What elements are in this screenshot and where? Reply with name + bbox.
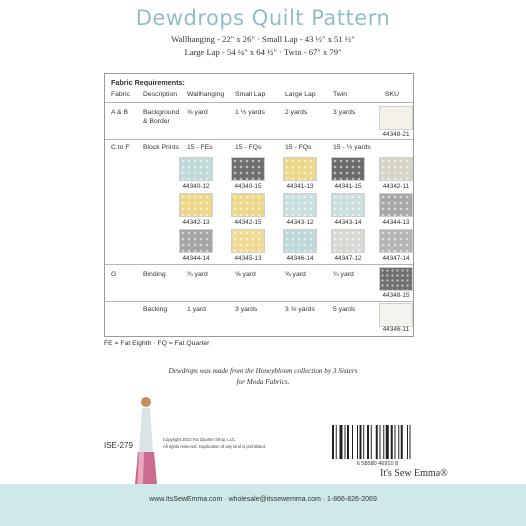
fabric-swatch [283, 193, 317, 217]
fabric-sku: 44343-12 [286, 219, 314, 226]
fabric-sku: 44346-14 [286, 255, 314, 262]
row-cf-wall: 15 - FEs [187, 144, 213, 151]
fabric-sku: 44345-13 [234, 255, 262, 262]
fabric-swatch-backing [379, 303, 413, 327]
fabric-sku: 44342-11 [382, 183, 410, 190]
fabric-swatch [331, 193, 365, 217]
row-ab-wall: ⅝ yard [187, 109, 208, 116]
row-ab-large: 2 yards [285, 109, 308, 116]
credit-line-1: Dewdrops was made from the Honeybloom collection by 3 Sisters [168, 367, 358, 375]
row-g-large: ⅝ yard [285, 271, 306, 278]
fabric-swatch [231, 157, 265, 181]
row-backing-twin: 5 yards [333, 306, 356, 313]
barcode-icon [330, 425, 425, 461]
abbreviation-legend: FE = Fat Eighth · FQ = Fat Quarter [104, 340, 210, 347]
row-cf-fabric: C to F [111, 144, 130, 151]
sizes-line-2: Large Lap - 54 ¼" x 64 ½" · Twin - 67" x 79" [184, 47, 342, 57]
divider [105, 301, 413, 302]
col-twin: Twin [333, 91, 347, 98]
row-backing-small: 3 yards [235, 306, 258, 313]
fabric-sku: 44347-12 [334, 255, 362, 262]
row-backing-desc: Backing [143, 306, 168, 313]
col-wallhanging: Wallhanging [187, 91, 225, 98]
credit-line-2: for Moda Fabrics. [236, 378, 290, 386]
col-sku: SKU [385, 91, 399, 98]
fabric-sku: 44344-13 [382, 219, 410, 226]
row-cf-large: 15 - FQs [285, 144, 312, 151]
brand-name: It's Sew Emma® [380, 468, 448, 479]
fabric-swatch [379, 157, 413, 181]
pattern-code: ISE-279 [104, 441, 133, 450]
fabric-swatch-binding [379, 267, 413, 291]
fabric-sku: 44340-15 [234, 183, 262, 190]
barcode-number: 6 58580 46910 8 [356, 461, 399, 467]
fabric-sku: 44342-13 [182, 219, 210, 226]
pattern-title: Dewdrops Quilt Pattern [135, 6, 391, 30]
row-cf-twin: 15 - ½ yards [333, 144, 371, 151]
fabric-swatch [179, 229, 213, 253]
row-ab-small: 1 ½ yards [235, 109, 265, 116]
footer-band [0, 484, 526, 526]
fabric-sku: 44343-14 [334, 219, 362, 226]
fabric-sku: 44344-14 [182, 255, 210, 262]
fabric-swatch [283, 157, 317, 181]
row-ab-twin: 3 yards [333, 109, 356, 116]
row-backing-sku: 44346-11 [382, 326, 410, 333]
fabric-requirements-table [104, 73, 414, 337]
fabric-swatch [379, 193, 413, 217]
row-backing-large: 3 ⅝ yards [285, 306, 315, 313]
fabric-swatch [331, 157, 365, 181]
row-cf-small: 15 - FQs [235, 144, 262, 151]
table-heading: Fabric Requirements: [111, 78, 185, 87]
fabric-swatch [379, 229, 413, 253]
col-fabric: Fabric [111, 91, 130, 98]
fabric-sku: 44341-15 [334, 183, 362, 190]
row-ab-sku: 44348-21 [382, 131, 410, 138]
fabric-swatch-background [379, 106, 413, 130]
row-ab-desc-1: Background [143, 109, 180, 116]
fabric-swatch [179, 193, 213, 217]
fabric-sku: 44342-15 [234, 219, 262, 226]
row-g-sku: 44348-15 [382, 292, 410, 299]
copyright-line-2: All rights reserved. Duplication of any kind is prohibited. [163, 444, 266, 449]
col-large-lap: Large Lap [285, 91, 316, 98]
col-small-lap: Small Lap [235, 91, 266, 98]
row-cf-desc: Block Prints [143, 144, 179, 151]
row-g-small: ⅝ yard [235, 271, 256, 278]
fabric-swatch [179, 157, 213, 181]
sizes-line-1: Wallhanging - 22" x 26" · Small Lap - 43 ½" x 51 ½" [171, 34, 355, 44]
row-g-wall: ¾ yard [187, 271, 208, 278]
row-backing-wall: 1 yard [187, 306, 206, 313]
row-ab-desc-2: & Border [143, 118, 170, 125]
divider [105, 264, 413, 265]
fabric-sku: 44341-13 [286, 183, 314, 190]
footer-contact: www.ItsSewEmma.com · wholesale@itssewemma.com · 1-866-826-2069 [149, 496, 377, 503]
col-description: Description [143, 91, 177, 98]
fabric-sku: 44340-12 [182, 183, 210, 190]
fabric-swatch [231, 193, 265, 217]
row-g-twin: ¾ yard [333, 271, 354, 278]
row-g-desc: Binding [143, 271, 166, 278]
fabric-swatch [283, 229, 317, 253]
fabric-swatch [331, 229, 365, 253]
copyright-line-1: Copyright 2023 Fat Quarter Shop, LLC. [163, 437, 237, 442]
divider [105, 139, 413, 140]
row-ab-fabric: A & B [111, 109, 129, 116]
row-g-fabric: G [111, 271, 117, 278]
divider [105, 102, 413, 103]
fabric-sku: 44347-14 [382, 255, 410, 262]
fabric-swatch [231, 229, 265, 253]
